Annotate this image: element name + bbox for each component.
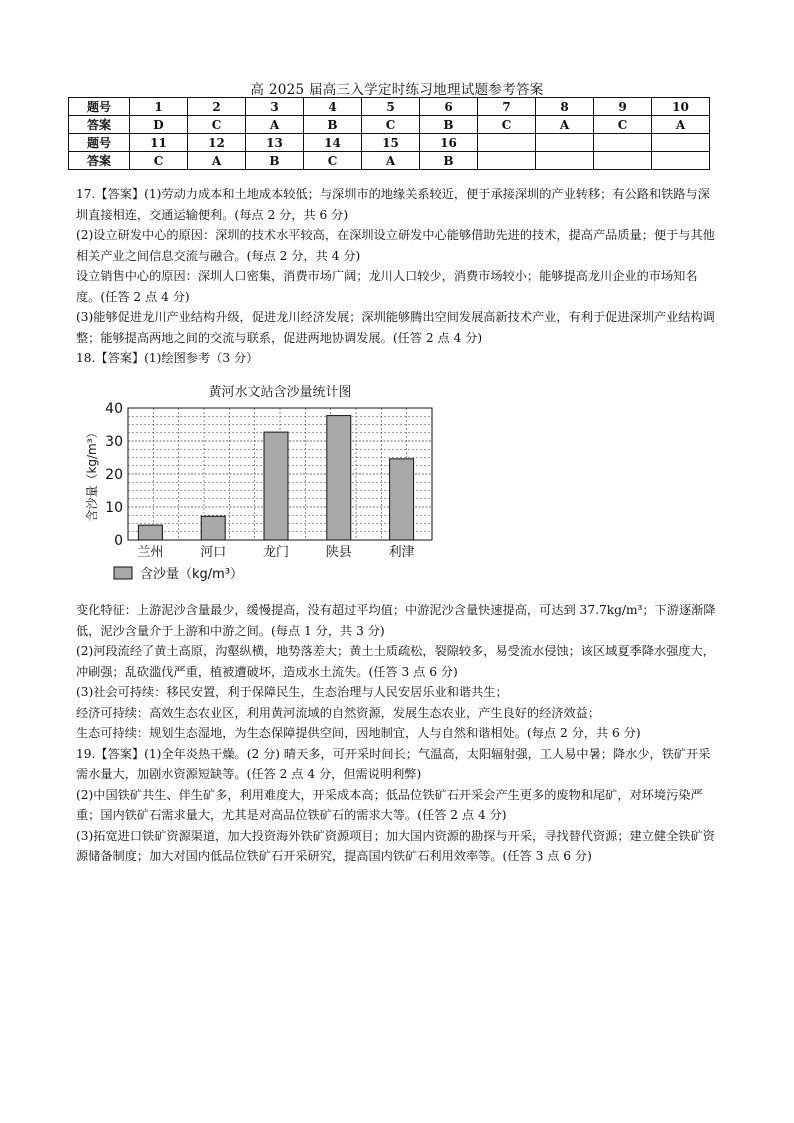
q19-part3: (3)拓宽进口铁矿资源渠道，加大投资海外铁矿资源项目；加大国内资源的勘探与开采，寻找替代资源；建立健全铁矿资源储备制度；加大对国内低品位铁矿石开采研究，提高国内铁矿石利用效率等。(任答 3 点 6 分) [76,828,715,863]
answer-table-cell: 11 [130,134,188,152]
answer-table-cell: 6 [420,98,478,116]
answer-table-cell: 7 [478,98,536,116]
x-tick-label: 利津 [388,545,415,560]
answer-table-cell: 5 [362,98,420,116]
y-tick-label: 40 [105,401,123,417]
answer-table-row [69,152,710,170]
y-tick-label: 20 [105,467,123,483]
answer-table-cell: C [130,152,188,170]
answer-table-cell: C [478,116,536,134]
x-tick-label: 龙门 [262,545,290,560]
answer-table-cell: D [130,116,188,134]
page-title: 高 2025 届高三入学定时练习地理试题参考答案 [250,82,544,98]
answer-table-cell: C [304,152,362,170]
y-tick-label: 10 [105,500,123,516]
y-tick-label: 30 [105,434,123,450]
answer-table [68,97,710,170]
answer-table-cell: C [188,116,246,134]
answer-table-cell: 15 [362,134,420,152]
answer-table-cell: 8 [536,98,594,116]
chart-title: 黄河水文站含沙量统计图 [208,385,352,400]
answer-table-cell: 9 [594,98,652,116]
q17-part3: (3)能够促进龙川产业结构升级，促进龙川经济发展；深圳能够腾出空间发展高新技术产业，有利于促进深圳产业结构调整；能够提高两地之间的交流与联系，促进两地协调发展。(任答 2 点 4 分) [76,310,715,345]
y-tick-label: 0 [114,533,123,549]
answer-table-cell [478,152,536,170]
q17-part2: (2)设立研发中心的原因：深圳的技术水平较高，在深圳设立研发中心能够借助先进的技术，提高产品质量；便于与其他相关产业之间信息交流与融合。(每点 2 分，共 4 分) [76,228,715,263]
bar-兰州 [138,525,162,540]
answer-table-cell: A [246,116,304,134]
answer-table-cell: A [652,116,710,134]
q18-part3-social: (3)社会可持续：移民安置，利于保障民生，生态治理与人民安居乐业和谐共生； [76,685,508,699]
answer-table-cell: A [188,152,246,170]
q18-part3-ecological: 生态可持续：规划生态湿地，为生态保障提供空间，因地制宜，人与自然和谐相处。(每点 2 分，共 6 分) [76,726,641,740]
answer-table-cell: 12 [188,134,246,152]
q18-part1: 18.【答案】(1)绘图参考（3 分） [76,351,259,365]
bar-龙门 [264,432,288,540]
answer-table-cell [536,134,594,152]
q19-part1: 19.【答案】(1)全年炎热干燥。(2 分) 晴天多，可开采时间长；气温高，太阳辐射强，工人易中暑；降水少，铁矿开采需水量大，加剧水资源短缺等。(任答 2 点 4 分，但需说明利弊) [76,746,711,781]
answer-table-cell: C [362,116,420,134]
answer-table-cell: 1 [130,98,188,116]
bar-利津 [390,459,414,540]
answer-table-cell [478,134,536,152]
answer-table-cell: 13 [246,134,304,152]
legend-label: 含沙量（kg/m³） [140,567,244,582]
answer-table-cell: B [420,152,478,170]
q17-part1: 17.【答案】(1)劳动力成本和土地成本较低；与深圳市的地缘关系较近，便于承接深圳的产业转移；有公路和铁路与深圳直接相连，交通运输便利。(每点 2 分，共 6 分) [76,187,710,222]
answer-table-cell: C [594,116,652,134]
legend-swatch [114,567,132,579]
answer-table-row [69,116,710,134]
answer-table-cell: 2 [188,98,246,116]
answer-table-cell [594,152,652,170]
y-axis-label: 含沙量（kg/m³） [85,426,99,522]
x-tick-label: 兰州 [137,545,164,560]
answer-table-row-header: 答案 [69,116,130,134]
answer-table-cell [652,134,710,152]
q18-section [76,600,720,867]
q19-part2: (2)中国铁矿共生、伴生矿多，利用难度大，开采成本高；低品位铁矿石开采会产生更多的废物和尾矿，对环境污染严重；国内铁矿石需求量大，尤其是对高品位铁矿石的需求大等。(任答 2 点 4 分) [76,787,703,822]
answer-table-cell: B [420,116,478,134]
answer-table-cell: 3 [246,98,304,116]
answer-table-cell: B [246,152,304,170]
q17-section [76,184,720,369]
answer-table-row [69,98,710,116]
x-tick-label: 陕县 [325,545,352,560]
answer-table-cell [652,152,710,170]
answer-table-cell: A [536,116,594,134]
answer-table-row [69,134,710,152]
answer-table-row-header: 题号 [69,98,130,116]
bar-陕县 [327,416,351,540]
answer-table-cell: 16 [420,134,478,152]
answer-table-cell [594,134,652,152]
q17-part2-sales: 设立销售中心的原因：深圳人口密集，消费市场广阔；龙川人口较少，消费市场较小；能够提高龙川企业的市场知名度。(任答 2 点 4 分) [76,269,698,304]
bar-河口 [201,516,225,540]
q18-change-features: 变化特征：上游泥沙含量最少，缓慢提高，没有超过平均值；中游泥沙含量快速提高，可达到 37.7kg/m³；下游逐渐降低，泥沙含量介于上游和中游之间。(每点 1 分，共 3 分) [76,603,716,638]
answer-table-cell: A [362,152,420,170]
answer-table-cell: 14 [304,134,362,152]
answer-table-cell [536,152,594,170]
answer-table-row-header: 题号 [69,134,130,152]
answer-table-cell: 4 [304,98,362,116]
answer-table-row-header: 答案 [69,152,130,170]
q18-part3-economic: 经济可持续：高效生态农业区，利用黄河流域的自然资源，发展生态农业，产生良好的经济效益； [76,705,601,720]
answer-table-cell: 10 [652,98,710,116]
answer-table-cell: B [304,116,362,134]
x-tick-label: 河口 [200,545,227,560]
q18-part2: (2)河段流经了黄土高原，沟壑纵横，地势落差大；黄土土质疏松，裂隙较多，易受流水侵蚀；该区域夏季降水强度大，冲刷强；乱砍滥伐严重，植被遭破坏，造成水土流失。(任答 3 点 6 分) [76,644,715,679]
sediment-chart [80,380,440,590]
